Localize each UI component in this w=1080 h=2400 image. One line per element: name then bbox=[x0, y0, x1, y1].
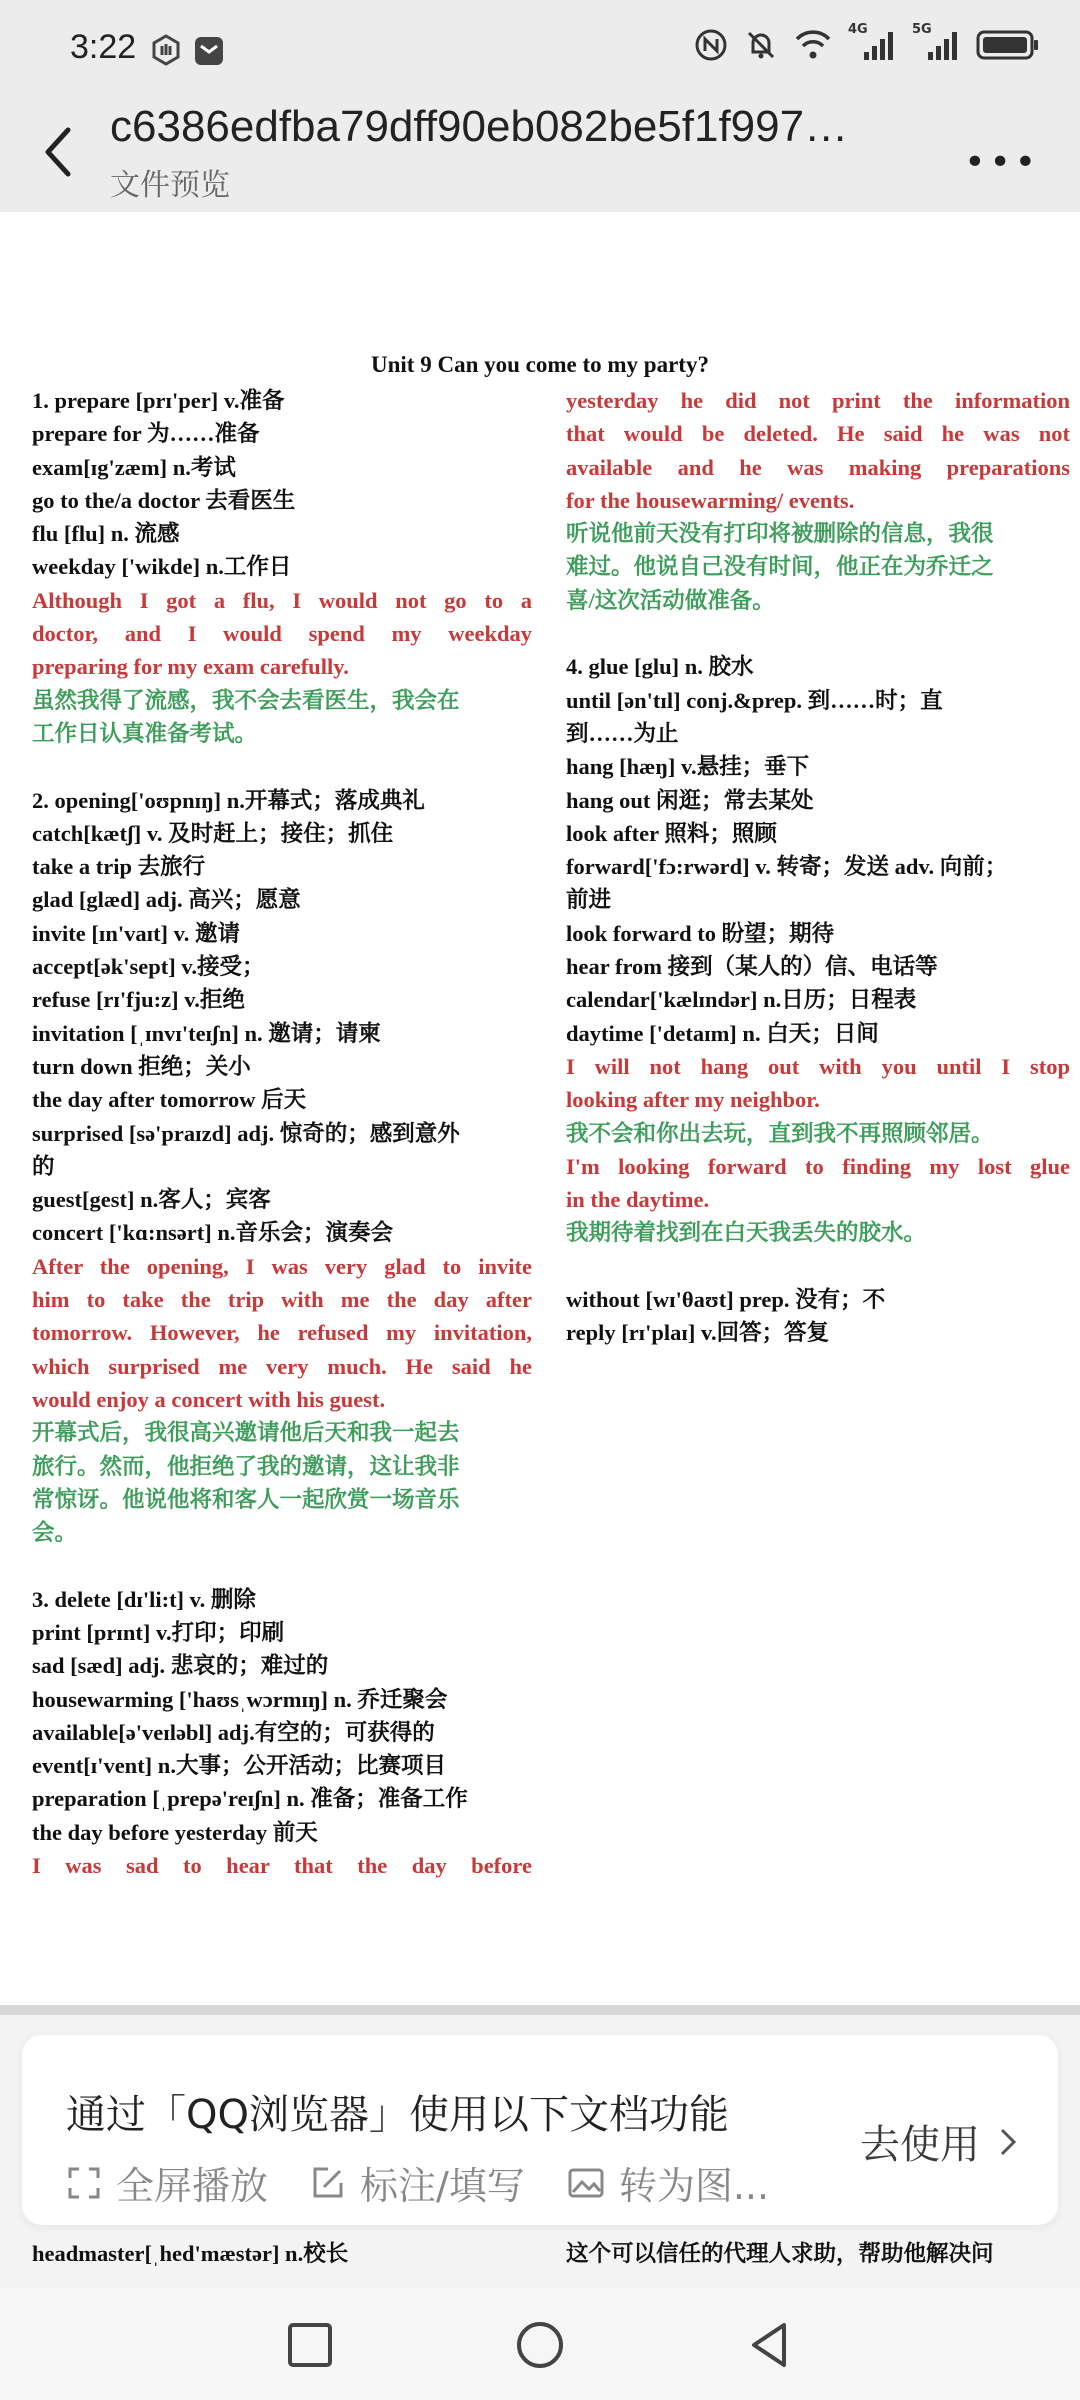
annotate-fill-label: 标注/填写 bbox=[360, 2164, 525, 2208]
document-line: that would be deleted. He said he was not bbox=[566, 421, 1070, 447]
file-title: c6386edfba79dff90eb082be5f1f997… bbox=[110, 102, 849, 151]
document-line: 工作日认真准备考试。 bbox=[32, 720, 258, 746]
document-line: I'm looking forward to finding my lost glue bbox=[566, 1153, 1070, 1179]
document-line: flu [flu] n. 流感 bbox=[32, 521, 180, 547]
document-line: hang [hæŋ] v.悬挂；垂下 bbox=[566, 754, 810, 780]
document-line: I was sad to hear that the day before bbox=[32, 1853, 532, 1879]
document-line: prepare for 为……准备 bbox=[32, 421, 260, 447]
document-line: daytime ['detaɪm] n. 白天；日间 bbox=[566, 1020, 879, 1046]
document-line: look after 照料；照顾 bbox=[566, 820, 777, 846]
more-options-icon[interactable]: ••• bbox=[964, 142, 1040, 183]
document-right-column bbox=[566, 384, 1070, 1350]
document-line: accept[ək'sept] v.接受； bbox=[32, 954, 265, 980]
document-line: I will not hang out with you until I stop bbox=[566, 1053, 1070, 1079]
document-line: invite [ɪn'vaɪt] v. 邀请 bbox=[32, 920, 240, 946]
network-type-2: 5G bbox=[912, 22, 932, 37]
go-use-button[interactable] bbox=[860, 2113, 1018, 2170]
back-triangle-icon[interactable] bbox=[742, 2317, 798, 2373]
convert-image-action[interactable] bbox=[567, 2155, 769, 2210]
document-line: refuse [rɪ'fju:z] v.拒绝 bbox=[32, 987, 245, 1013]
fullscreen-play-action[interactable] bbox=[66, 2155, 268, 2210]
document-line: take a trip 去旅行 bbox=[32, 854, 206, 880]
status-bar bbox=[0, 0, 1080, 100]
document-line: 我不会和你出去玩，直到我不再照顾邻居。 bbox=[566, 1120, 994, 1146]
blank-line bbox=[32, 750, 532, 783]
document-line: preparation [ˌprepə'reɪʃn] n. 准备；准备工作 bbox=[32, 1786, 468, 1812]
document-line: 3. delete [dɪ'li:t] v. 删除 bbox=[32, 1586, 256, 1612]
document-line: 2. opening['oʊpnɪŋ] n.开幕式；落成典礼 bbox=[32, 787, 425, 813]
hand-notification-icon bbox=[150, 34, 182, 66]
cellular-signal-1-icon bbox=[848, 22, 896, 62]
document-line: the day before yesterday 前天 bbox=[32, 1819, 318, 1845]
document-line: turn down 拒绝；关小 bbox=[32, 1053, 251, 1079]
document-line: event[ɪ'vent] n.大事；公开活动；比赛项目 bbox=[32, 1753, 446, 1779]
system-nav-bar bbox=[0, 2287, 1080, 2400]
document-line: reply [rɪ'plaɪ] v.回答；答复 bbox=[566, 1320, 830, 1346]
document-line: invitation [ˌɪnvɪ'teɪʃn] n. 邀请；请柬 bbox=[32, 1020, 381, 1046]
document-line: glad [glæd] adj. 高兴；愿意 bbox=[32, 887, 301, 913]
document-preview[interactable] bbox=[0, 212, 1080, 2012]
document-line: catch[kætʃ] v. 及时赶上；接住；抓住 bbox=[32, 820, 394, 846]
document-line: 难过。他说自己没有时间，他正在为乔迁之 bbox=[566, 554, 994, 580]
chevron-right-icon bbox=[998, 2126, 1018, 2158]
document-left-column bbox=[32, 384, 532, 1882]
document-line: look forward to 盼望；期待 bbox=[566, 920, 835, 946]
blank-line bbox=[32, 1549, 532, 1582]
document-line: guest[gest] n.客人；宾客 bbox=[32, 1187, 271, 1213]
document-line: tomorrow. However, he refused my invitation, bbox=[32, 1320, 532, 1346]
document-line: Although I got a flu, I would not go to a bbox=[32, 587, 532, 613]
document-line: 会。 bbox=[32, 1520, 78, 1546]
document-line: 到……为止 bbox=[566, 720, 679, 746]
document-line: surprised [sə'praɪzd] adj. 惊奇的；感到意外 bbox=[32, 1120, 460, 1146]
document-line: concert ['kɑ:nsərt] n.音乐会；演奏会 bbox=[32, 1220, 394, 1246]
document-line: until [ən'tɪl] conj.&prep. 到……时；直 bbox=[566, 687, 943, 713]
document-line: would enjoy a concert with his guest. bbox=[32, 1386, 386, 1412]
document-line: in the daytime. bbox=[566, 1187, 710, 1213]
wifi-icon bbox=[794, 29, 832, 61]
file-preview-label: 文件预览 bbox=[110, 168, 230, 203]
document-line: housewarming ['haʊsˌwɔrmɪŋ] n. 乔迁聚会 bbox=[32, 1686, 448, 1712]
document-line: After the opening, I was very glad to invite bbox=[32, 1253, 532, 1279]
document-line: calendar['kælɪndər] n.日历；日程表 bbox=[566, 987, 917, 1013]
status-time: 3:22 bbox=[70, 28, 137, 66]
network-type-1: 4G bbox=[848, 22, 868, 37]
message-notification-icon bbox=[192, 34, 226, 68]
nfc-icon bbox=[694, 28, 728, 62]
document-line: yesterday he did not print the information bbox=[566, 388, 1070, 413]
document-line: 的 bbox=[32, 1153, 55, 1179]
banner-text: 通过「QQ浏览器」使用以下文档功能 bbox=[66, 2092, 729, 2138]
back-arrow-icon[interactable] bbox=[38, 122, 78, 182]
document-line: 1. prepare [prɪ'per] v.准备 bbox=[32, 388, 285, 413]
go-use-label: 去使用 bbox=[860, 2122, 980, 2168]
document-line: weekday ['wikde] n.工作日 bbox=[32, 554, 292, 580]
cellular-signal-2-icon bbox=[912, 22, 960, 62]
document-line: the day after tomorrow 后天 bbox=[32, 1087, 307, 1113]
document-line: available and he was making preparations bbox=[566, 454, 1070, 480]
next-page-right-line: 这个可以信任的代理人求助，帮助他解决问 bbox=[566, 2241, 994, 2266]
document-line: 4. glue [glu] n. 胶水 bbox=[566, 654, 754, 680]
document-line: 虽然我得了流感，我不会去看医生，我会在 bbox=[32, 687, 460, 713]
document-line: 开幕式后，我很高兴邀请他后天和我一起去 bbox=[32, 1420, 460, 1446]
blank-line bbox=[566, 1250, 1070, 1283]
document-line: forward['fɔ:rwərd] v. 转寄；发送 adv. 向前； bbox=[566, 854, 1008, 880]
mute-bell-icon bbox=[744, 28, 778, 62]
document-line: 听说他前天没有打印将被删除的信息，我很 bbox=[566, 521, 994, 547]
document-line: hang out 闲逛；常去某处 bbox=[566, 787, 814, 813]
convert-image-label: 转为图... bbox=[618, 2164, 770, 2208]
recent-apps-icon[interactable] bbox=[282, 2317, 338, 2373]
document-line: without [wɪ'θaʊt] prep. 没有；不 bbox=[566, 1287, 886, 1313]
next-page-left-line: headmaster[ˌhed'mæstər] n.校长 bbox=[32, 2241, 349, 2266]
document-line: for the housewarming/ events. bbox=[566, 487, 855, 513]
document-line: sad [sæd] adj. 悲哀的；难过的 bbox=[32, 1653, 329, 1679]
app-header bbox=[0, 100, 1080, 212]
document-line: available[ə'veɪləbl] adj.有空的；可获得的 bbox=[32, 1719, 435, 1745]
document-line: hear from 接到（某人的）信、电话等 bbox=[566, 954, 938, 980]
document-line: 我期待着找到在白天我丢失的胶水。 bbox=[566, 1220, 927, 1246]
document-line: 常惊讶。他说他将和客人一起欣赏一场音乐 bbox=[32, 1486, 460, 1512]
document-line: which surprised me very much. He said he bbox=[32, 1353, 532, 1379]
document-line: go to the/a doctor 去看医生 bbox=[32, 487, 296, 513]
document-line: looking after my neighbor. bbox=[566, 1087, 820, 1113]
document-line: 旅行。然而，他拒绝了我的邀请，这让我非 bbox=[32, 1453, 460, 1479]
page-separator bbox=[0, 2005, 1080, 2015]
blank-line bbox=[566, 617, 1070, 650]
fullscreen-play-label: 全屏播放 bbox=[116, 2164, 269, 2208]
fullscreen-icon bbox=[66, 2165, 102, 2201]
home-icon[interactable] bbox=[512, 2317, 568, 2373]
qq-browser-banner[interactable] bbox=[22, 2035, 1058, 2225]
document-line: exam[ɪg'zæm] n.考试 bbox=[32, 454, 236, 480]
document-line: 喜/这次活动做准备。 bbox=[566, 587, 775, 613]
document-title: Unit 9 Can you come to my party? bbox=[371, 352, 709, 377]
battery-icon bbox=[976, 29, 1040, 61]
document-line: preparing for my exam carefully. bbox=[32, 654, 349, 680]
document-line: doctor, and I would spend my weekday bbox=[32, 621, 532, 647]
image-icon bbox=[567, 2166, 605, 2200]
document-line: print [prɪnt] v.打印；印刷 bbox=[32, 1619, 285, 1645]
edit-icon bbox=[310, 2165, 346, 2201]
annotate-fill-action[interactable] bbox=[310, 2155, 525, 2210]
document-line: him to take the trip with me the day after bbox=[32, 1287, 532, 1313]
document-line: 前进 bbox=[566, 887, 612, 913]
